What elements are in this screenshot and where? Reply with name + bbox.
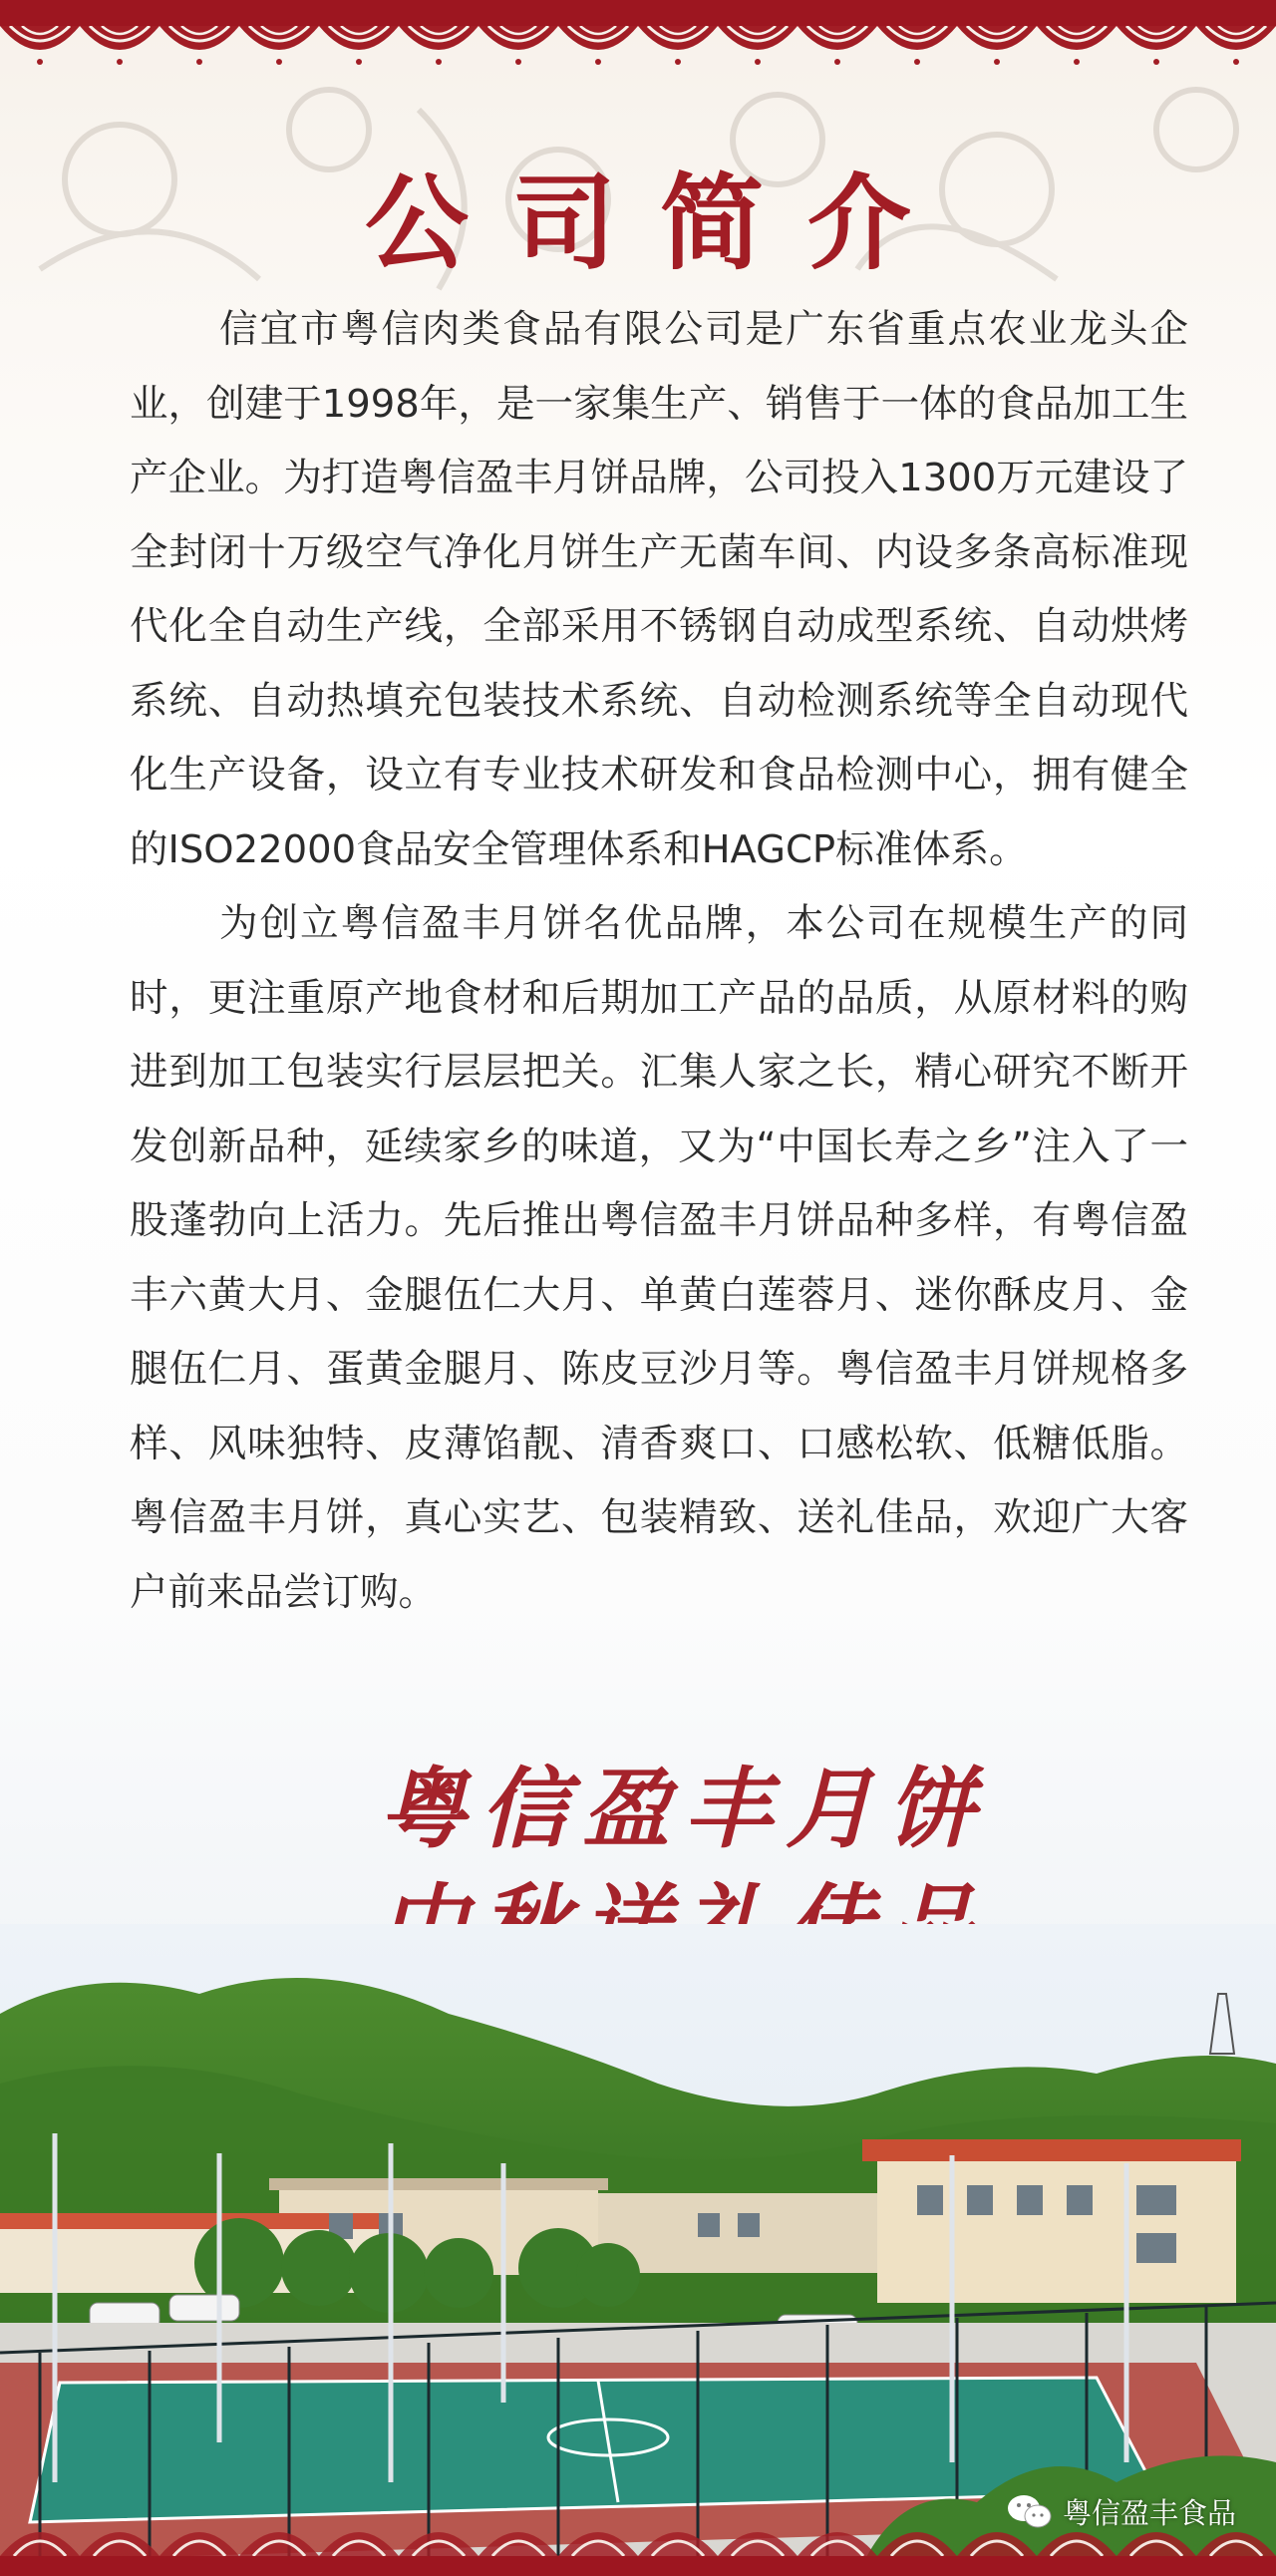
company-intro-text — [130, 293, 1188, 1630]
watermark-text: 粤信盈丰食品 — [1062, 2496, 1236, 2530]
wechat-icon — [1007, 2493, 1053, 2531]
intro-paragraph-1: 信宜市粤信肉类食品有限公司是广东省重点农业龙头企业，创建于1998年，是一家集生产、销售于一体的食品加工生产企业。为打造粤信盈丰月饼品牌，公司投入1300万元建设了全封闭十万级空气净化月饼生产无菌车间、内设多条高标准现代化全自动生产线，全部采用不锈钢自动成型系统、自动烘烤系统、自动热填充包装技术系统、自动检测系统等全自动现代化生产设备，设立有专业技术研发和食品检测中心，拥有健全的ISO22000食品安全管理体系和HAGCP标准体系。 — [130, 307, 1188, 872]
slogan-line-1: 粤信盈丰月饼 — [379, 1757, 990, 1860]
factory-photo — [0, 1924, 1276, 2576]
scallop-border-top — [0, 26, 1276, 70]
page-title: 公司简介 — [364, 161, 955, 284]
wechat-watermark — [1007, 2491, 1236, 2532]
top-border-bar — [0, 0, 1276, 26]
intro-paragraph-2: 为创立粤信盈丰月饼名优品牌，本公司在规模生产的同时，更注重原产地食材和后期加工产品的品质，从原材料的购进到加工包装实行层层把关。汇集人家之长，精心研究不断开发创新品种，延续家乡的味道，又为“中国长寿之乡”注入了一股蓬勃向上活力。先后推出粤信盈丰月饼品种多样，有粤信盈丰六黄大月、金腿伍仁大月、单黄白莲蓉月、迷你酥皮月、金腿伍仁月、蛋黄金腿月、陈皮豆沙月等。粤信盈丰月饼规格多样、风味独特、皮薄馅靓、清香爽口、口感松软、低糖低脂。粤信盈丰月饼，真心实艺、包装精致、送礼佳品，欢迎广大客户前来品尝订购。 — [130, 901, 1188, 1615]
